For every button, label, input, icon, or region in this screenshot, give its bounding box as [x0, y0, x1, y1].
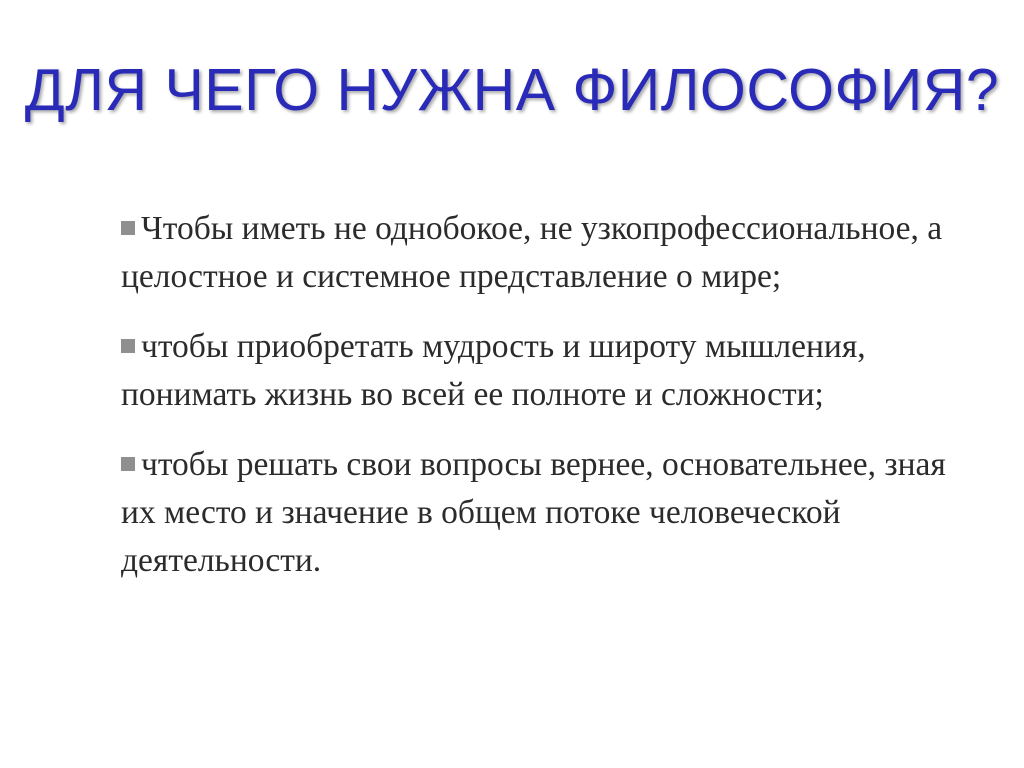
bullet-text: чтобы решать свои вопросы вернее, основательнее, зная их место и значение в общем потоке человеческой деятельности. — [121, 446, 946, 579]
square-bullet-icon — [121, 221, 135, 235]
slide-title: ДЛЯ ЧЕГО НУЖНА ФИЛОСОФИЯ? — [24, 57, 1000, 123]
bullet-item — [121, 323, 951, 419]
square-bullet-icon — [121, 339, 135, 353]
bullet-text: чтобы приобретать мудрость и широту мышления, понимать жизнь во всей ее полноте и сложности; — [121, 328, 866, 413]
bullet-list — [121, 205, 951, 607]
square-bullet-icon — [121, 457, 135, 471]
bullet-item — [121, 205, 951, 301]
bullet-item — [121, 441, 951, 585]
bullet-text: Чтобы иметь не однобокое, не узкопрофессиональное, а целостное и системное представление о мире; — [121, 210, 943, 295]
